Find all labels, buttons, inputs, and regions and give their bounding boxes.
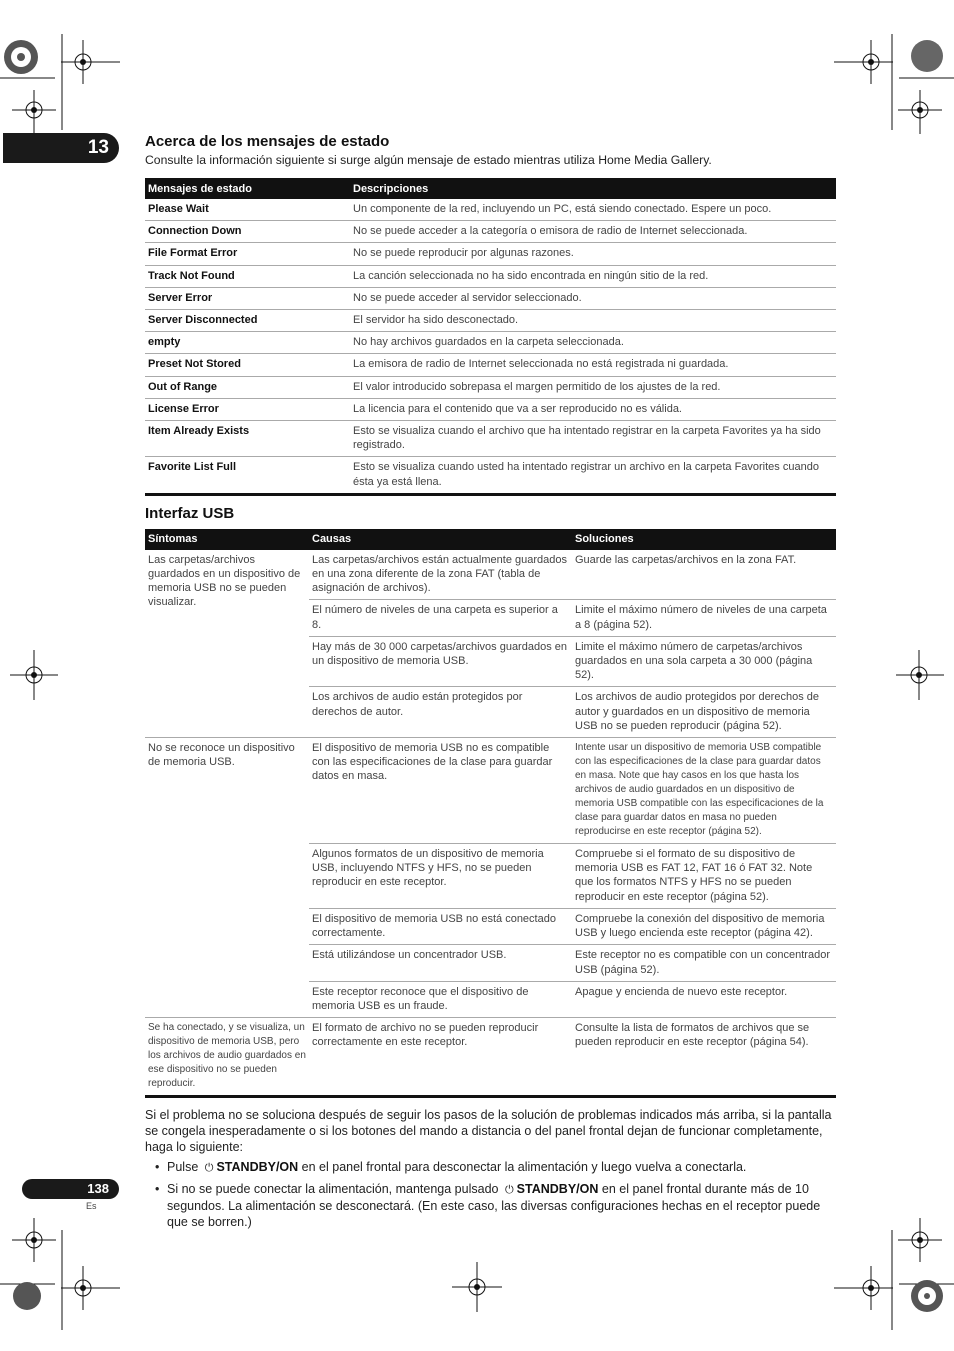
table-row [145, 1018, 836, 1097]
status-message: Out of Range [145, 376, 350, 398]
language-code: Es [86, 1201, 97, 1211]
solution-cell: Apague y encienda de nuevo este receptor. [572, 981, 836, 1017]
bullet1-intro: Pulse [167, 1160, 199, 1175]
registration-mark-mid-left [10, 650, 60, 700]
status-message: Server Error [145, 287, 350, 309]
list-item [145, 1181, 836, 1230]
status-messages-table [145, 178, 836, 496]
table-row [145, 221, 836, 243]
solution-cell: Limite el máximo número de niveles de una carpeta a 8 (página 52). [572, 600, 836, 636]
bullet-icon: • [155, 1160, 160, 1175]
status-description: No se puede acceder a la categoría o emisora de radio de Internet seleccionada. [350, 221, 836, 243]
registration-mark-bottom-center [452, 1262, 502, 1312]
status-description: El valor introducido sobrepasa el margen permitido de los ajustes de la red. [350, 376, 836, 398]
cause-cell: El número de niveles de una carpeta es superior a 8. [309, 600, 572, 636]
cause-cell: Este receptor reconoce que el dispositivo de memoria USB es un fraude. [309, 981, 572, 1017]
page-number: 138 [22, 1179, 119, 1199]
registration-mark-top-left [0, 0, 130, 150]
status-description: No hay archivos guardados en la carpeta seleccionada. [350, 332, 836, 354]
registration-mark-bottom-right [824, 1210, 954, 1351]
status-message: Favorite List Full [145, 457, 350, 494]
status-message: File Format Error [145, 243, 350, 265]
usb-troubleshooting-table [145, 529, 836, 1098]
registration-mark-top-right [824, 0, 954, 150]
registration-mark-mid-right [894, 650, 944, 700]
status-description: La canción seleccionada no ha sido encontrada en ningún sitio de la red. [350, 265, 836, 287]
page-content [145, 132, 836, 1235]
closing-paragraph: Si el problema no se soluciona después de seguir los pasos de la solución de problemas indicados más arriba, si la pantalla se congela inesperadamente o si los botones del mando a distancia o del panel frontal dejan de funcionar completamente, haga lo siguiente: [145, 1108, 832, 1155]
status-message: Please Wait [145, 199, 350, 221]
cause-cell: Hay más de 30 000 carpetas/archivos guardados en un dispositivo de memoria USB. [309, 636, 572, 687]
status-message: empty [145, 332, 350, 354]
bullet2-intro: Si no se puede conectar la alimentación, mantenga pulsado [167, 1182, 499, 1197]
status-description: La licencia para el contenido que va a ser reproducido no es válida. [350, 398, 836, 420]
status-message: Connection Down [145, 221, 350, 243]
cause-cell: Algunos formatos de un dispositivo de memoria USB, incluyendo NTFS y HFS, no se pueden reproducir en este receptor. [309, 844, 572, 909]
table-row [145, 332, 836, 354]
table-row [145, 199, 836, 221]
header-symptoms: Síntomas [145, 529, 309, 550]
cause-cell: Está utilizándose un concentrador USB. [309, 945, 572, 981]
status-message: Server Disconnected [145, 310, 350, 332]
cause-cell: Las carpetas/archivos están actualmente guardados en una zona diferente de la zona FAT (tabla de asignación de archivos). [309, 550, 572, 600]
bullet-icon: • [155, 1182, 160, 1197]
header-status-messages: Mensajes de estado [145, 178, 350, 199]
standby-on-key: STANDBY/ON [516, 1182, 599, 1197]
registration-mark-bottom-left [0, 1210, 130, 1351]
symptom-cell: Las carpetas/archivos guardados en un dispositivo de memoria USB no se pueden visualizar. [145, 550, 309, 738]
solution-cell: Compruebe si el formato de su dispositivo de memoria USB es FAT 12, FAT 16 ó FAT 32. Note que los formatos NTFS y HFS no se pueden reproducir en este receptor (página 52). [572, 844, 836, 909]
bullet1-text: en el panel frontal para desconectar la alimentación y luego vuelva a conectarla. [301, 1160, 747, 1175]
status-message: License Error [145, 398, 350, 420]
table-row [145, 243, 836, 265]
status-message: Preset Not Stored [145, 354, 350, 376]
solution-cell: Limite el máximo número de carpetas/archivos guardados en una sola carpeta a 30 000 (página 52). [572, 636, 836, 687]
symptom-cell: Se ha conectado, y se visualiza, un dispositivo de memoria USB, pero los archivos de audio guardados en ese dispositivo no se pueden reproducir. [145, 1018, 309, 1097]
list-item [145, 1159, 836, 1176]
table-row [145, 421, 836, 457]
status-description: La emisora de radio de Internet seleccionada no está registrada ni guardada. [350, 354, 836, 376]
solution-cell: Consulte la lista de formatos de archivos que se pueden reproducir en este receptor (página 54). [572, 1018, 836, 1097]
status-description: El servidor ha sido desconectado. [350, 310, 836, 332]
header-causes: Causas [309, 529, 572, 550]
instruction-list [145, 1159, 836, 1230]
status-description: Un componente de la red, incluyendo un PC, está siendo conectado. Espere un poco. [350, 199, 836, 221]
status-messages-title: Acerca de los mensajes de estado [145, 133, 390, 150]
status-messages-intro: Consulte la información siguiente si surge algún mensaje de estado mientras utiliza Home Media Gallery. [145, 153, 712, 167]
table-row [145, 354, 836, 376]
table-row [145, 287, 836, 309]
solution-cell: Guarde las carpetas/archivos en la zona FAT. [572, 550, 836, 600]
cause-cell: El formato de archivo no se pueden reproducir correctamente en este receptor. [309, 1018, 572, 1097]
status-description: Esto se visualiza cuando usted ha intentado registrar un archivo en la carpeta Favorites cuando ésta ya está llena. [350, 457, 836, 494]
solution-cell: Los archivos de audio protegidos por derechos de autor y guardados en un dispositivo de memoria USB no se pueden reproducir (página 52). [572, 687, 836, 738]
usb-interface-title: Interfaz USB [145, 504, 235, 522]
status-description: Esto se visualiza cuando el archivo que ha intentado registrar en la carpeta Favorites ya ha sido registrado. [350, 421, 836, 457]
table-row [145, 398, 836, 420]
cause-cell: El dispositivo de memoria USB no está conectado correctamente. [309, 908, 572, 944]
status-description: No se puede reproducir por algunas razones. [350, 243, 836, 265]
power-icon: ⏻ [504, 1184, 514, 1197]
solution-cell: Compruebe la conexión del dispositivo de memoria USB y luego encienda este receptor (página 42). [572, 908, 836, 944]
solution-cell: Este receptor no es compatible con un concentrador USB (página 52). [572, 945, 836, 981]
symptom-cell: No se reconoce un dispositivo de memoria USB. [145, 738, 309, 1018]
status-description: No se puede acceder al servidor seleccionado. [350, 287, 836, 309]
table-row [145, 738, 836, 844]
table-row [145, 310, 836, 332]
status-message: Item Already Exists [145, 421, 350, 457]
cause-cell: El dispositivo de memoria USB no es compatible con las especificaciones de la clase para guardar datos en masa. [309, 738, 572, 844]
header-descriptions: Descripciones [350, 178, 836, 199]
power-icon: ⏻ [204, 1162, 214, 1175]
header-solutions: Soluciones [572, 529, 836, 550]
solution-cell: Intente usar un dispositivo de memoria USB compatible con las especificaciones de la clase para guardar datos en masa. Note que hay casos en los que hasta los archivos de audio guardados en un dispositivo de memoria USB compatible con las especificaciones de la clase para guardar datos en masa no pueden reproducirse en este receptor (página 52). [572, 738, 836, 844]
table-row [145, 376, 836, 398]
table-row [145, 457, 836, 494]
cause-cell: Los archivos de audio están protegidos por derechos de autor. [309, 687, 572, 738]
status-message: Track Not Found [145, 265, 350, 287]
standby-on-key: STANDBY/ON [216, 1160, 299, 1175]
bullet2-text: en el panel frontal durante más de 10 segundos. La alimentación se desconectará. (En este caso, las diversas configuraciones hechas en el receptor puede que se borren.) [167, 1182, 821, 1230]
chapter-number-tab: 13 [3, 133, 119, 163]
table-row [145, 550, 836, 600]
table-row [145, 265, 836, 287]
